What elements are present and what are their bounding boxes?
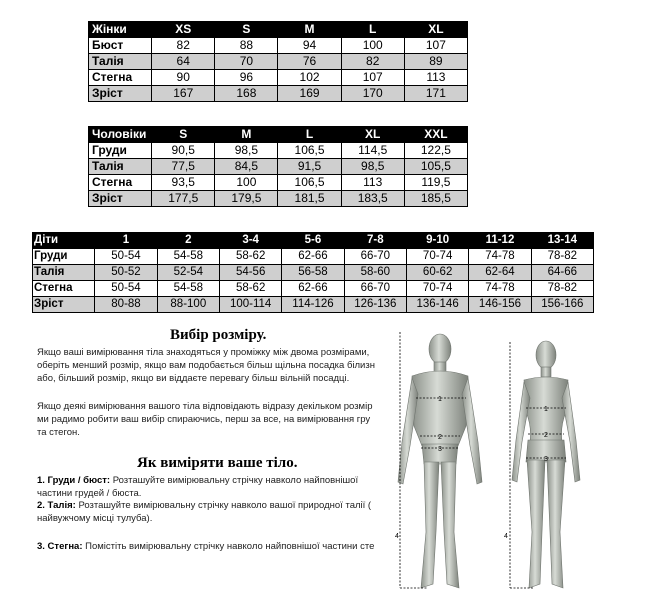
men-table-cell: 114,5 [341,143,404,159]
women-table-row-label: Стегна [89,70,152,86]
kids-table-cell: 56-58 [282,265,344,281]
kids-table-cell: 52-54 [157,265,219,281]
women-table-row [89,38,468,54]
women-table-row [89,86,468,102]
women-table-cell: 94 [278,38,341,54]
men-table-header-cell: M [215,127,278,143]
kids-table-header-cell: Діти [33,233,95,249]
women-table-cell: 169 [278,86,341,102]
choose-paragraph-1: Якщо ваші вимірювання тіла знаходяться у проміжку між двома розмірами, оберіть менший розмір, якщо вам подобається більш щільна посадка білизн або, більший розмір, якщо ви віддаєте перевагу більш вільній посадці. [37,347,375,384]
women-table-cell: 170 [341,86,404,102]
women-table-row-label: Зріст [89,86,152,102]
choose-size-heading: Вибір розміру. [170,327,267,343]
chest-marker-male: 1 [438,396,442,403]
kids-table-cell: 62-66 [282,249,344,265]
kids-table-cell: 146-156 [469,297,531,313]
kids-table-cell: 50-52 [95,265,157,281]
men-table-cell: 98,5 [215,143,278,159]
kids-table-header-cell: 7-8 [344,233,406,249]
women-table-header-cell: XL [404,22,467,38]
kids-table-row [33,281,594,297]
kids-table-cell: 78-82 [531,249,593,265]
kids-table-cell: 88-100 [157,297,219,313]
men-table-row [89,159,468,175]
kids-table-row [33,249,594,265]
kids-table-cell: 58-62 [219,249,281,265]
measure-item-waist: 2. Талія: Розташуйте вимірювальну стрічку навколо вашої природної талії ( найвужчому місці тулуба). [37,500,372,524]
kids-table-cell: 66-70 [344,281,406,297]
men-table-row [89,191,468,207]
kids-table-cell: 100-114 [219,297,281,313]
men-table-cell: 183,5 [341,191,404,207]
kids-table-cell: 136-146 [406,297,468,313]
men-table-cell: 77,5 [152,159,215,175]
kids-table-cell: 70-74 [406,249,468,265]
women-table-header-cell: M [278,22,341,38]
men-table-cell: 84,5 [215,159,278,175]
how-to-measure-heading: Як виміряти ваше тіло. [137,455,298,471]
hips-marker-male: 3 [438,446,442,453]
kids-table-header-cell: 13-14 [531,233,593,249]
kids-table-cell: 62-66 [282,281,344,297]
women-table-header-cell: Жінки [89,22,152,38]
men-table-cell: 91,5 [278,159,341,175]
women-table-cell: 168 [215,86,278,102]
kids-table-row-label: Зріст [33,297,95,313]
men-table-cell: 185,5 [404,191,467,207]
men-table-cell: 113 [341,175,404,191]
kids-table-row-label: Талія [33,265,95,281]
men-table-cell: 100 [215,175,278,191]
kids-table-cell: 66-70 [344,249,406,265]
women-table-cell: 76 [278,54,341,70]
men-table-cell: 106,5 [278,175,341,191]
women-table-row-label: Бюст [89,38,152,54]
men-table-header-cell: S [152,127,215,143]
kids-table-header-cell: 9-10 [406,233,468,249]
men-table-header-cell: L [278,127,341,143]
women-table-cell: 89 [404,54,467,70]
kids-table-header-cell: 11-12 [469,233,531,249]
kids-table-cell: 78-82 [531,281,593,297]
women-table-cell: 82 [341,54,404,70]
women-table-cell: 167 [152,86,215,102]
women-table-cell: 113 [404,70,467,86]
kids-table-cell: 64-66 [531,265,593,281]
kids-table-cell: 54-58 [157,249,219,265]
waist-marker-female: 2 [544,432,548,439]
men-table-row-label: Груди [89,143,152,159]
kids-table-cell: 62-64 [469,265,531,281]
men-table-row-label: Талія [89,159,152,175]
kids-table-cell: 54-58 [157,281,219,297]
kids-table-cell: 70-74 [406,281,468,297]
women-table-cell: 90 [152,70,215,86]
measure-item-hips: 3. Стегна: Помістіть вимірювальну стрічку навколо найповнішої частини сте [37,541,375,552]
men-table-cell: 90,5 [152,143,215,159]
kids-table-header-cell: 2 [157,233,219,249]
women-table-cell: 64 [152,54,215,70]
women-table-header-cell: S [215,22,278,38]
men-table-row [89,175,468,191]
women-table-cell: 102 [278,70,341,86]
kids-table-cell: 54-56 [219,265,281,281]
kids-table-cell: 58-62 [219,281,281,297]
women-size-table [88,21,468,102]
kids-table-cell: 114-126 [282,297,344,313]
kids-table-cell: 50-54 [95,249,157,265]
kids-table-cell: 58-60 [344,265,406,281]
kids-table-cell: 50-54 [95,281,157,297]
kids-table-header-cell: 3-4 [219,233,281,249]
men-table-cell: 179,5 [215,191,278,207]
women-table-cell: 107 [404,38,467,54]
height-marker-male: 4 [395,533,399,540]
women-table-cell: 96 [215,70,278,86]
women-table-cell: 100 [341,38,404,54]
kids-table-cell: 74-78 [469,249,531,265]
men-table-row [89,143,468,159]
men-table-header-cell: Чоловіки [89,127,152,143]
women-table-cell: 82 [152,38,215,54]
men-table-header-cell: XXL [404,127,467,143]
men-table-cell: 98,5 [341,159,404,175]
measure-item-chest: 1. Груди / бюст: Розташуйте вимірювальну стрічку навколо найповнішої частини грудей / бюста. [37,475,359,499]
women-table-header-cell: L [341,22,404,38]
men-table-cell: 119,5 [404,175,467,191]
men-size-table [88,126,468,207]
waist-marker-male: 2 [438,434,442,441]
kids-table-row [33,297,594,313]
kids-table-cell: 80-88 [95,297,157,313]
men-table-row-label: Стегна [89,175,152,191]
men-table-cell: 105,5 [404,159,467,175]
body-measurement-figures [388,322,654,600]
chest-marker-female: 1 [544,406,548,413]
women-table-cell: 70 [215,54,278,70]
kids-table-row-label: Груди [33,249,95,265]
men-table-header-cell: XL [341,127,404,143]
women-table-cell: 88 [215,38,278,54]
kids-table-header-cell: 1 [95,233,157,249]
men-table-cell: 93,5 [152,175,215,191]
male-figure [398,334,482,588]
men-table-cell: 122,5 [404,143,467,159]
kids-table-row [33,265,594,281]
men-table-row-label: Зріст [89,191,152,207]
height-marker-female: 4 [504,533,508,540]
kids-table-cell: 74-78 [469,281,531,297]
choose-paragraph-2: Якщо деякі вимірювання вашого тіла відповідають відразу декільком розмір ми радимо робити ваш вибір спираючись, перш за все, на вимірювання гру та стегон. [37,401,373,438]
women-table-cell: 107 [341,70,404,86]
kids-table-row-label: Стегна [33,281,95,297]
women-table-row [89,54,468,70]
kids-table-cell: 156-166 [531,297,593,313]
women-table-row-label: Талія [89,54,152,70]
men-table-cell: 177,5 [152,191,215,207]
kids-table-header-cell: 5-6 [282,233,344,249]
men-table-cell: 181,5 [278,191,341,207]
women-table-cell: 171 [404,86,467,102]
men-table-cell: 106,5 [278,143,341,159]
hips-marker-female: 3 [544,456,548,463]
women-table-row [89,70,468,86]
female-figure [512,341,580,588]
kids-table-cell: 60-62 [406,265,468,281]
kids-size-table [32,232,594,313]
kids-table-cell: 126-136 [344,297,406,313]
women-table-header-cell: XS [152,22,215,38]
